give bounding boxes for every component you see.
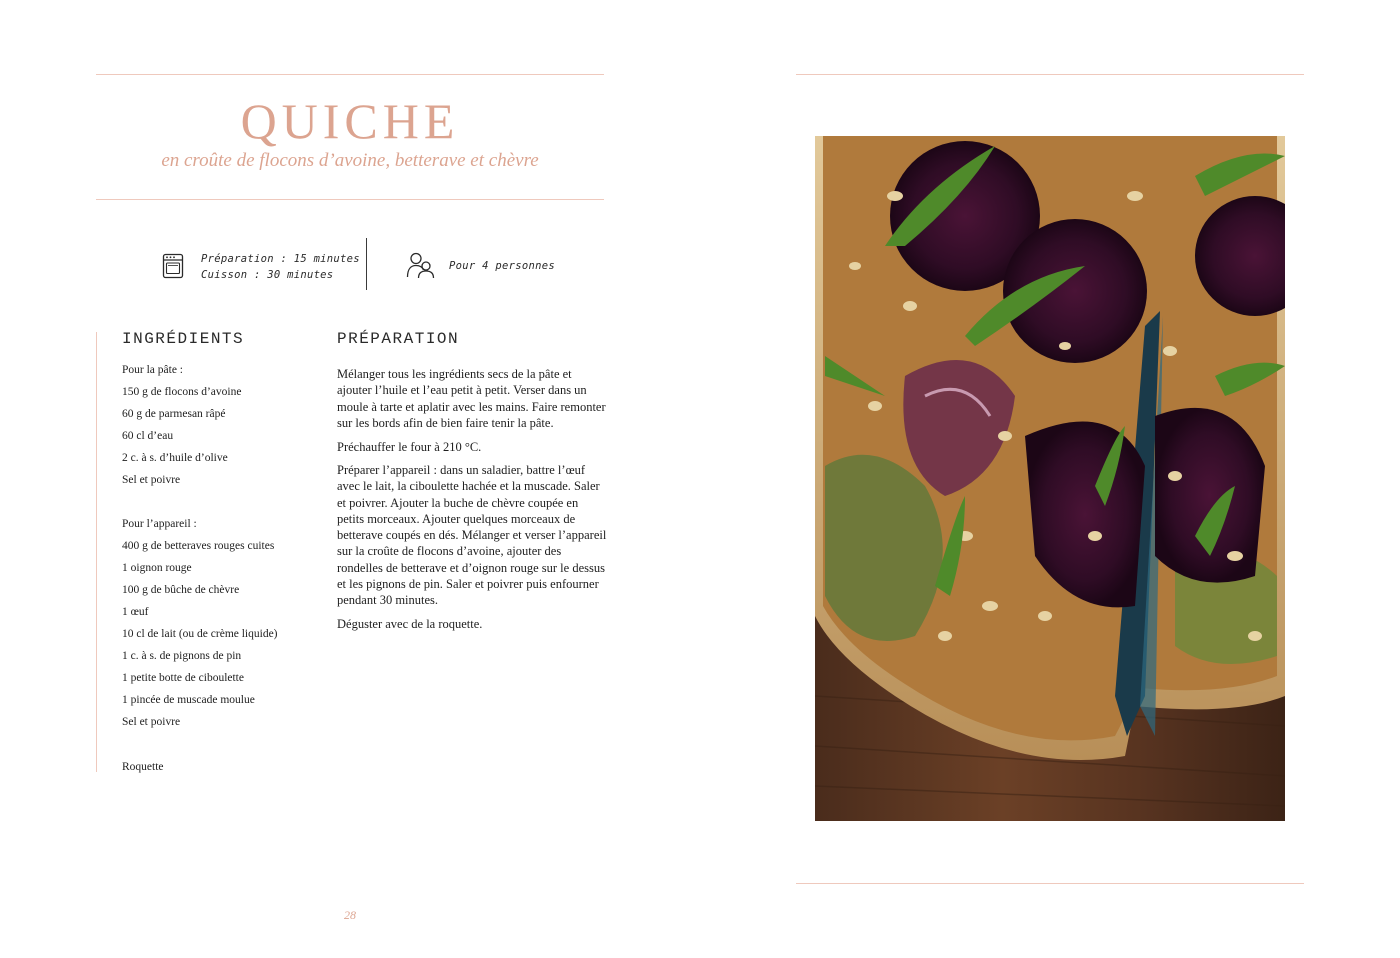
cook-time: Cuisson : 30 minutes: [201, 269, 334, 281]
ingredient-item: 400 g de betteraves rouges cuites: [122, 540, 275, 552]
ingredient-item: 1 c. à s. de pignons de pin: [122, 650, 242, 662]
bottom-rule-right: [796, 883, 1304, 884]
ingredient-extra: Roquette: [122, 761, 164, 773]
prep-time: Préparation : 15 minutes: [201, 253, 360, 265]
top-rule-right: [796, 74, 1304, 75]
prep-step: Déguster avec de la roquette.: [337, 617, 483, 631]
ingredient-item: 1 pincée de muscade moulue: [122, 694, 255, 706]
ingredient-item: 10 cl de lait (ou de crème liquide): [122, 628, 278, 640]
people-icon: [406, 251, 436, 279]
oven-icon: [162, 253, 184, 279]
ingredients-heading: INGRÉDIENTS: [122, 330, 245, 348]
ingredient-item: 100 g de bûche de chèvre: [122, 584, 240, 596]
ingredient-item: 1 oignon rouge: [122, 562, 192, 574]
ingredient-item: 1 petite botte de ciboulette: [122, 672, 244, 684]
page-number: 28: [344, 908, 356, 922]
prep-step: Préchauffer le four à 210 °C.: [337, 440, 482, 454]
servings: Pour 4 personnes: [449, 260, 555, 272]
time-info: [201, 251, 360, 283]
ingredient-item: Sel et poivre: [122, 716, 181, 728]
prep-step: Préparer l’appareil : dans un saladier, battre l’œuf avec le lait, la ciboulette hachée et la muscade. Saler et poivrer. Ajouter la buche de chèvre coupée en petits morceaux. Ajouter quelques morceaux de betterave coupés en dés. Mélanger et verser l’appareil sur la croûte de flocons d’avoine, ajouter des rondelles de betterave et d’oignon rouge sur le dessus et les pignons de pin. Saler et poivrer puis enfourner pendant 30 minutes.: [337, 463, 607, 608]
prep-step: Mélanger tous les ingrédients secs de la pâte et ajouter l’huile et l’eau petit à petit. Verser dans un moule à tarte et aplatir avec les mains. Faire remonter sur les bords afin de bien faire tenir la pâte.: [337, 367, 606, 430]
pastry-title: Pour la pâte :: [122, 364, 183, 376]
ingredients-side-rule: [96, 332, 97, 772]
ingredient-item: Sel et poivre: [122, 474, 181, 486]
top-rule-left: [96, 74, 604, 75]
recipe-title: QUICHE: [240, 93, 460, 149]
ingredient-item: 2 c. à s. d’huile d’olive: [122, 452, 228, 464]
ingredient-item: 150 g de flocons d’avoine: [122, 386, 242, 398]
recipe-subtitle: en croûte de flocons d’avoine, betterave et chèvre: [161, 150, 539, 171]
filling-title: Pour l’appareil :: [122, 518, 197, 530]
ingredient-item: 60 cl d’eau: [122, 430, 174, 442]
ingredient-item: 1 œuf: [122, 606, 149, 618]
title-bottom-rule: [96, 199, 604, 200]
ingredient-item: 60 g de parmesan râpé: [122, 408, 226, 420]
preparation-heading: PRÉPARATION: [337, 330, 460, 348]
info-separator: [366, 238, 367, 290]
quiche-photo: [815, 136, 1285, 821]
